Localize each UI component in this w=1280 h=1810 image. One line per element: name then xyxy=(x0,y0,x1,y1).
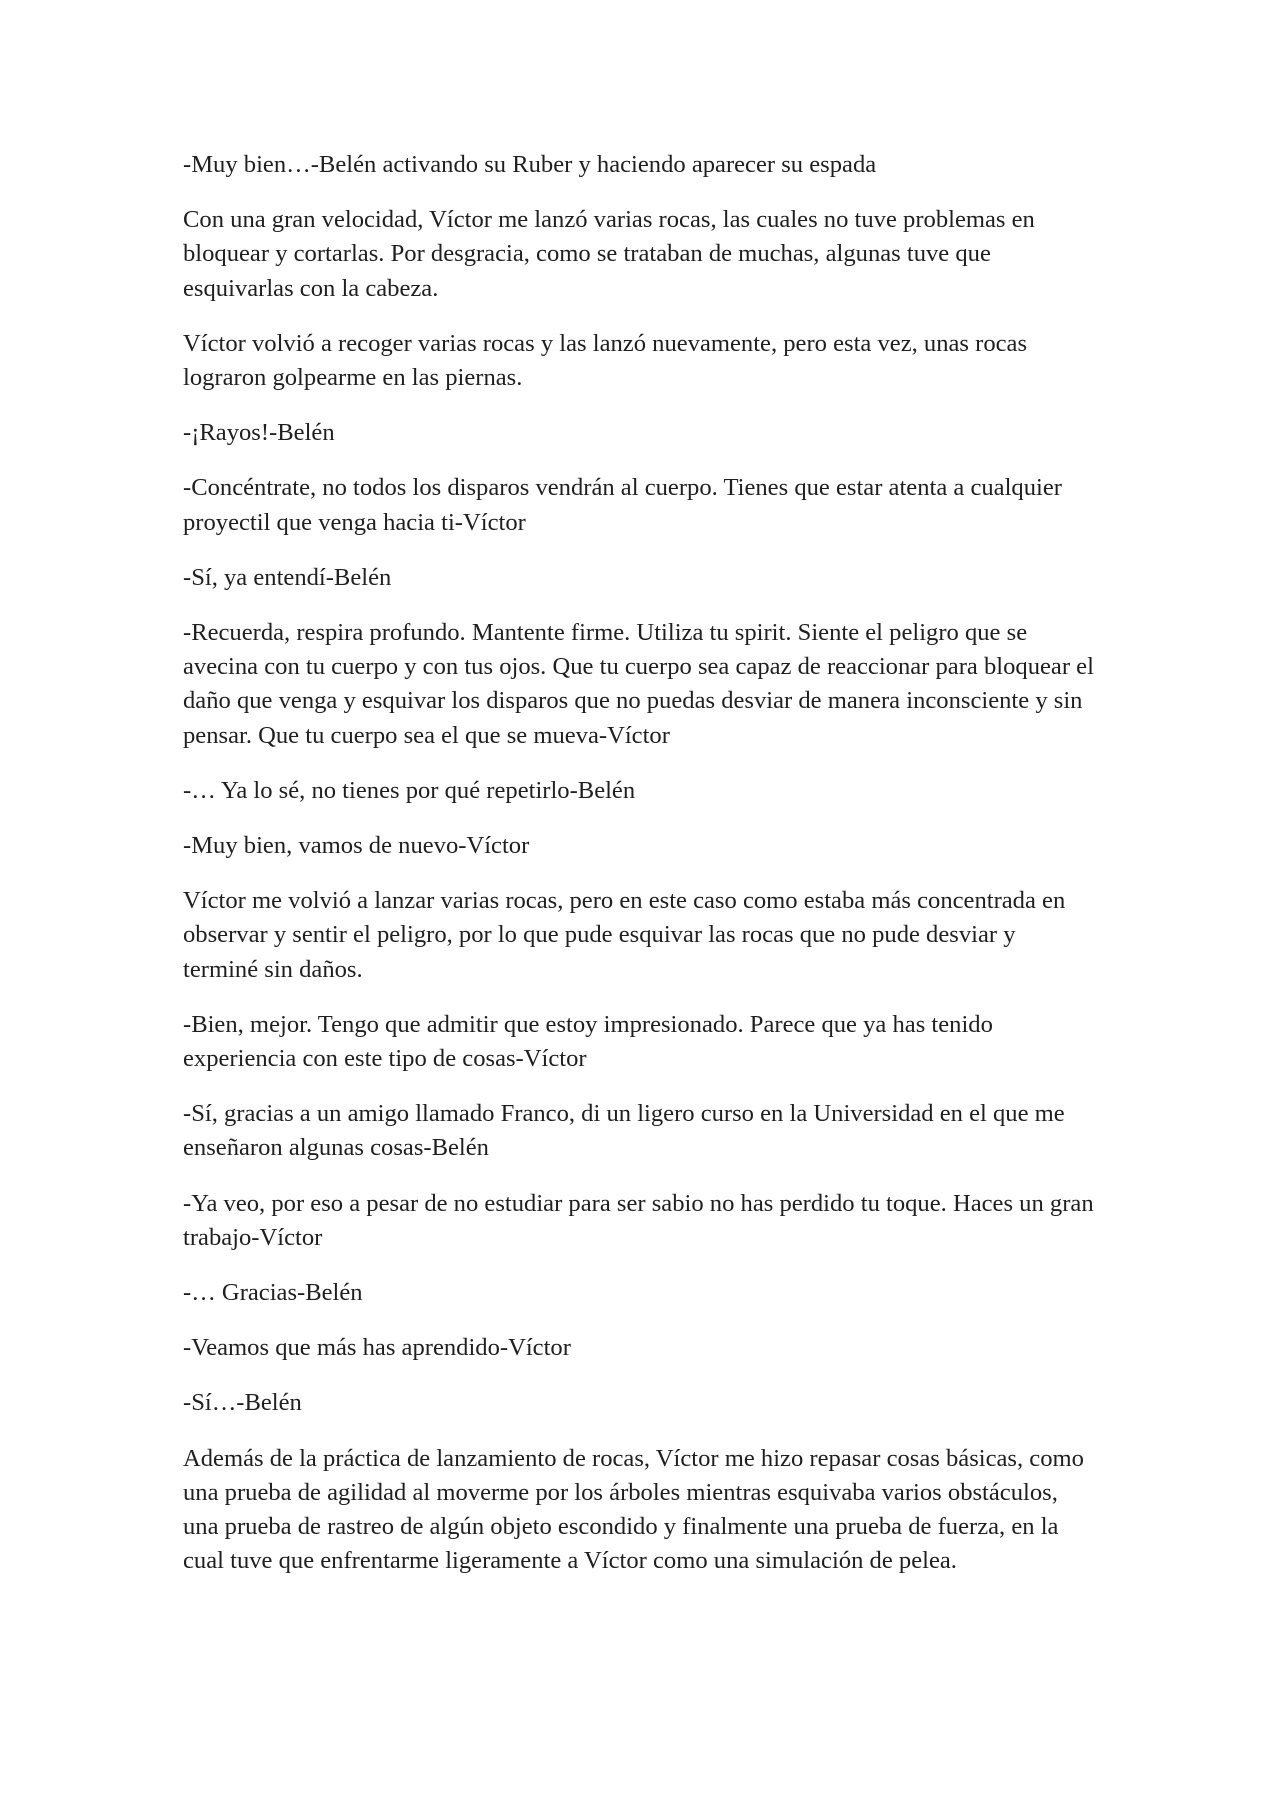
paragraph: Con una gran velocidad, Víctor me lanzó varias rocas, las cuales no tuve problemas en bloquear y cortarlas. Por desgracia, como se trataban de muchas, algunas tuve que esquivarlas con la cabeza. xyxy=(183,206,1035,302)
paragraph: -Sí, ya entendí-Belén xyxy=(183,563,392,591)
paragraph: -… Gracias-Belén xyxy=(183,1279,363,1307)
paragraph: -Muy bien, vamos de nuevo-Víctor xyxy=(183,832,530,860)
paragraph: Además de la práctica de lanzamiento de rocas, Víctor me hizo repasar cosas básicas, como una prueba de agilidad al moverme por los árboles mientras esquivaba varios obstáculos, una prueba de rastreo de algún objeto escondido y finalmente una prueba de fuerza, en la cual tuve que enfrentarme ligeramente a Víctor como una simulación de pelea. xyxy=(183,1444,1084,1575)
paragraph: -Veamos que más has aprendido-Víctor xyxy=(183,1334,571,1362)
paragraph: Víctor volvió a recoger varias rocas y las lanzó nuevamente, pero esta vez, unas rocas lograron golpearme en las piernas. xyxy=(183,329,1028,392)
paragraph: -Bien, mejor. Tengo que admitir que estoy impresionado. Parece que ya has tenido experiencia con este tipo de cosas-Víctor xyxy=(183,1010,993,1073)
paragraph: Víctor me volvió a lanzar varias rocas, pero en este caso como estaba más concentrada en observar y sentir el peligro, por lo que pude esquivar las rocas que no pude desviar y terminé sin daños. xyxy=(183,887,1066,983)
paragraph: -Ya veo, por eso a pesar de no estudiar para ser sabio no has perdido tu toque. Haces un gran trabajo-Víctor xyxy=(183,1189,1094,1251)
paragraph: -Muy bien…-Belén activando su Ruber y haciendo aparecer su espada xyxy=(183,151,877,178)
paragraph: -Recuerda, respira profundo. Mantente firme. Utiliza tu spirit. Siente el peligro que se avecina con tu cuerpo y con tus ojos. Que tu cuerpo sea capaz de reaccionar para bloquear el daño que venga y esquivar los disparos que no puedas desviar de manera inconsciente y sin pensar. Que tu cuerpo sea el que se mueva-Víctor xyxy=(183,619,1094,749)
paragraph: -Sí, gracias a un amigo llamado Franco, di un ligero curso en la Universidad en el que me enseñaron algunas cosas-Belén xyxy=(183,1100,1065,1162)
paragraph: -¡Rayos!-Belén xyxy=(183,419,335,447)
document-body xyxy=(183,148,1095,1600)
paragraph: -Concéntrate, no todos los disparos vendrán al cuerpo. Tienes que estar atenta a cualquier proyectil que venga hacia ti-Víctor xyxy=(183,474,1062,536)
paragraph: -… Ya lo sé, no tienes por qué repetirlo-Belén xyxy=(183,776,636,804)
paragraph: -Sí…-Belén xyxy=(183,1389,302,1417)
